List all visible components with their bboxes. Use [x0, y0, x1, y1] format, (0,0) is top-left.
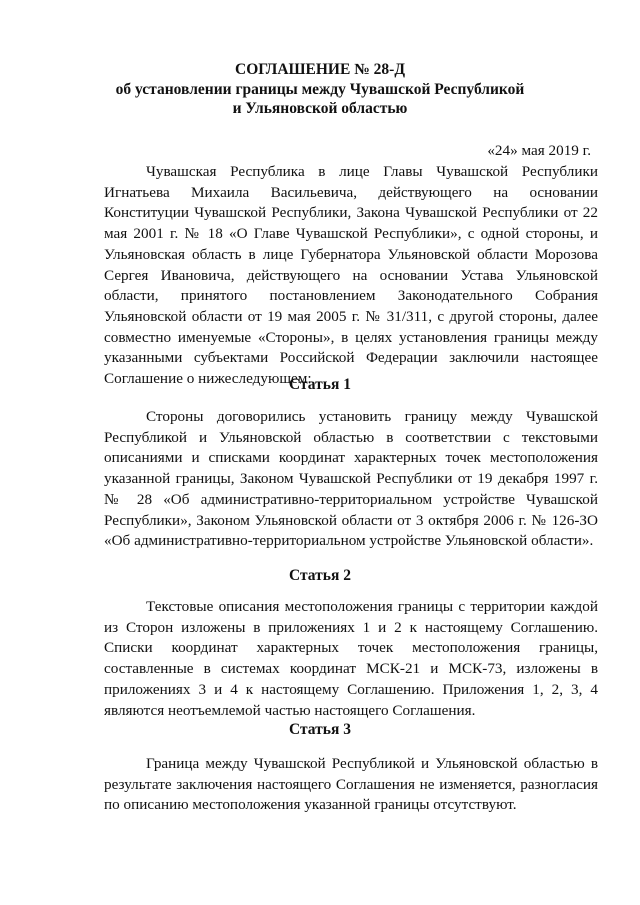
article-2-heading: Статья 2 — [289, 567, 351, 584]
article-1-text: Стороны договорились установить границу между Чувашской Республикой и Ульяновской областью в соответствии с текстовыми описаниями и списками координат характерных точек местоположения указанной границы, Законом Чувашской Республики от 19 декабря 1997 г. № 28 «Об административно-территориальном устройстве Чувашской Республики», Законом Ульяновской области от 3 октября 2006 г. № 126-ЗО «Об административно-территориальном устройстве Ульяновской области». — [104, 408, 598, 550]
article-2-text: Текстовые описания местоположения границы с территории каждой из Сторон изложены в приложениях 1 и 2 к настоящему Соглашению. Списки координат характерных точек местоположения границы, составленные в системах координат МСК-21 и МСК-73, изложены в приложениях 3 и 4 к настоящему Соглашению. Приложения 1, 2, 3, 4 являются неотъемлемой частью настоящего Соглашения. — [104, 598, 598, 719]
article-1-heading: Статья 1 — [289, 376, 351, 393]
article-3-heading: Статья 3 — [289, 721, 351, 738]
article-3-text: Граница между Чувашской Республикой и Ульяновской областью в результате заключения настоящего Соглашения не изменяется, разногласия по описанию местоположения указанной границы отсутствуют. — [104, 755, 598, 814]
document-subtitle-line2: и Ульяновской областью — [232, 100, 408, 117]
document-title: СОГЛАШЕНИЕ № 28-Д — [235, 61, 405, 78]
document-subtitle-line1: об установлении границы между Чувашской Республикой — [115, 81, 525, 98]
document-date: «24» мая 2019 г. — [487, 142, 591, 159]
preamble-paragraph: Чувашская Республика в лице Главы Чувашской Республики Игнатьева Михаила Васильевича, действующего на основании Конституции Чувашской Республики, Закона Чувашской Республики от 22 мая 2001 г. № 18 «О Главе Чувашской Республики», с одной стороны, и Ульяновская область в лице Губернатора Ульяновской области Морозова Сергея Ивановича, действующего на основании Устава Ульяновской области, принятого постановлением Законодательного Собрания Ульяновской области от 19 мая 2005 г. № 31/311, с другой стороны, далее совместно именуемые «Стороны», в целях установления границы между указанными субъектами Российской Федерации заключили настоящее Соглашение о нижеследующем: — [104, 163, 598, 388]
